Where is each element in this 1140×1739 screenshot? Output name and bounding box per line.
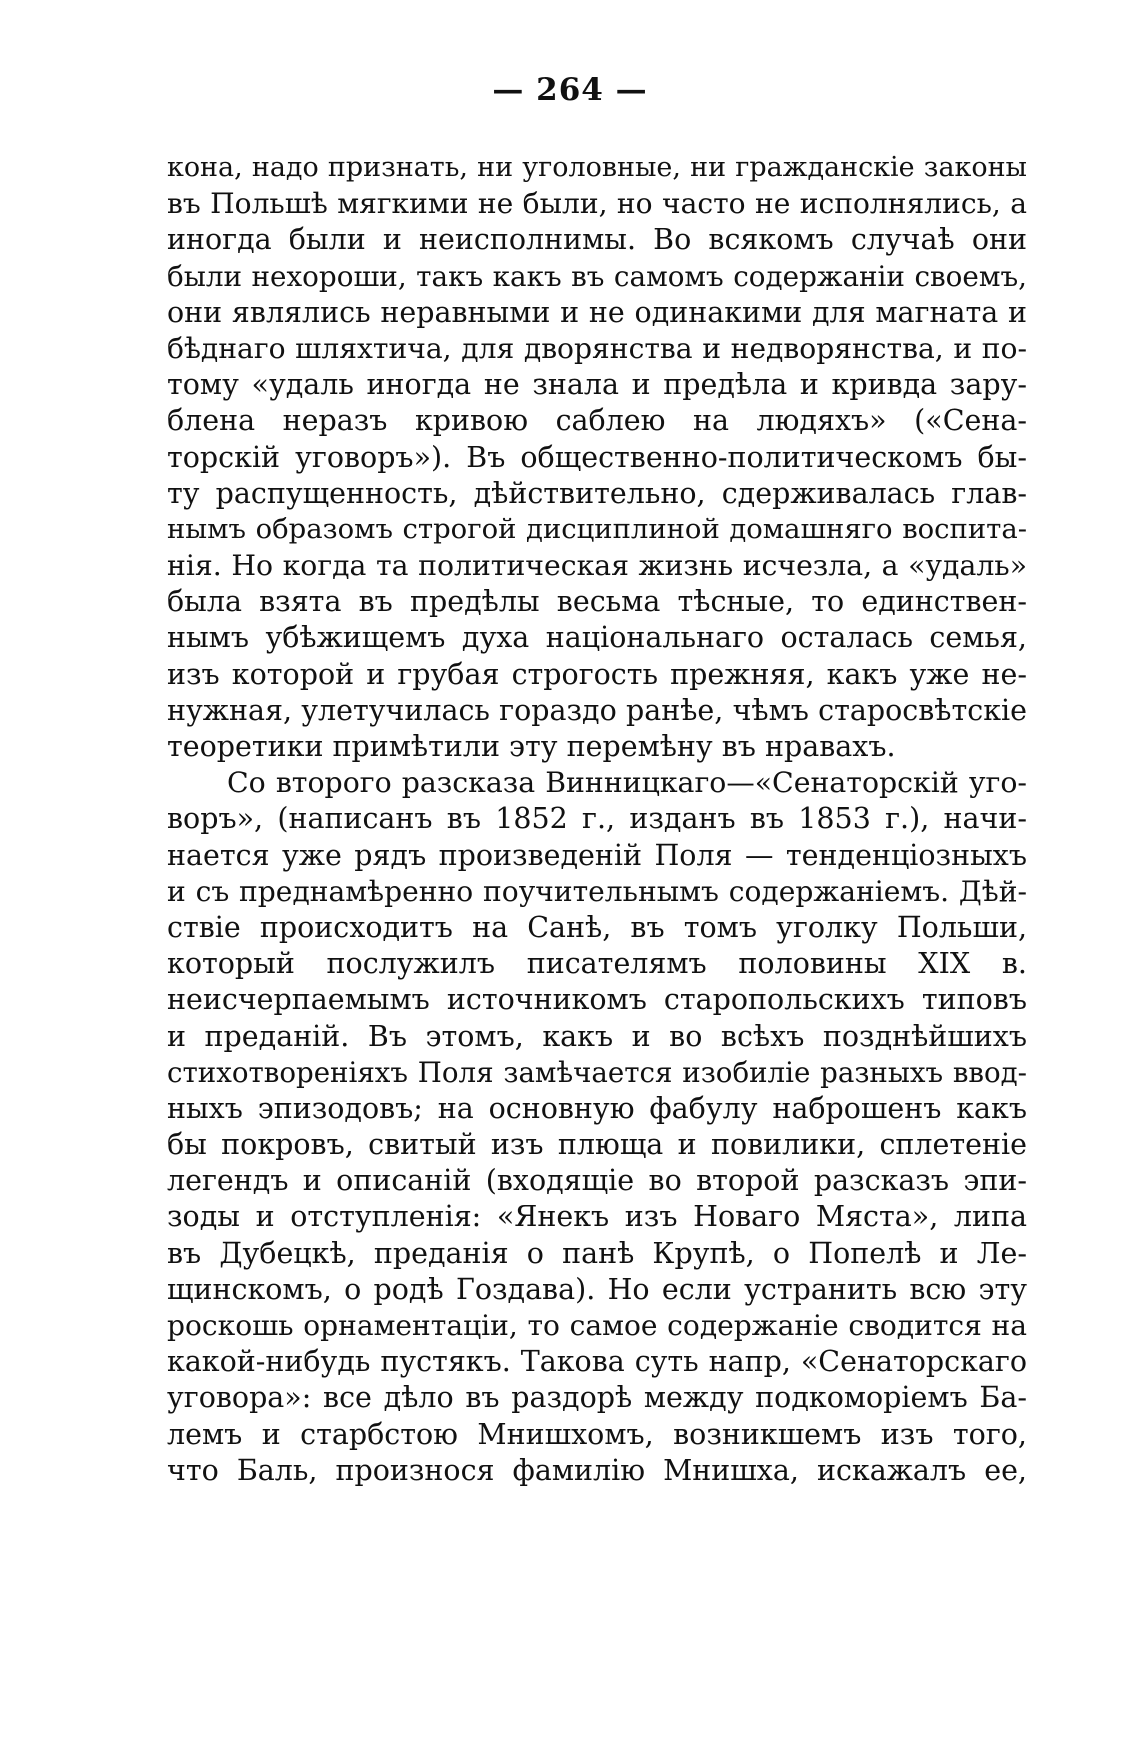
text-line: воръ», (написанъ въ 1852 г., изданъ въ 1853 г.), начи- — [167, 802, 1027, 836]
text-line: теоретики примѣтили эту перемѣну въ нравахъ. — [167, 730, 896, 763]
text-line: нымъ убѣжищемъ духа національнаго осталась семья, — [167, 621, 1027, 655]
text-line: и преданій. Въ этомъ, какъ и во всѣхъ позднѣйшихъ — [167, 1019, 1027, 1053]
text-line: въ Дубецкѣ, преданія о панѣ Крупѣ, о Попелѣ и Ле- — [167, 1236, 1027, 1270]
text-line: роскошь орнаментаціи, то самое содержаніе сводится на — [167, 1309, 1027, 1342]
text-line: неисчерпаемымъ источникомъ старопольскихъ типовъ — [167, 983, 1027, 1017]
text-line: ту распущенность, дѣйствительно, сдерживалась глав- — [167, 476, 1027, 510]
text-line: легендъ и описаній (входящіе во второй разсказъ эпи- — [167, 1164, 1027, 1198]
text-line: уговора»: все дѣло въ раздорѣ между подкоморіемъ Ба- — [167, 1381, 1027, 1415]
text-line: который послужилъ писателямъ половины XIX в. — [167, 947, 1027, 981]
text-line: была взята въ предѣлы весьма тѣсные, то единствен- — [167, 585, 1027, 619]
text-line: щинскомъ, о родѣ Гоздава). Но если устранить всю эту — [167, 1272, 1027, 1306]
text-line: бы покровъ, свитый изъ плюща и повилики, сплетеніе — [167, 1128, 1027, 1162]
text-line: нія. Но когда та политическая жизнь исчезла, а «удаль» — [167, 549, 1027, 583]
text-line: бѣднаго шляхтича, для дворянства и недворянства, и по- — [167, 331, 1027, 365]
paragraph-2 — [167, 765, 1027, 1489]
text-line: стихотвореніяхъ Поля замѣчается изобиліе разныхъ ввод- — [167, 1055, 1027, 1089]
text-line: и съ преднамѣренно поучительнымъ содержаніемъ. Дѣй- — [167, 874, 1027, 908]
text-line: нымъ образомъ строгой дисциплиной домашняго воспита- — [167, 513, 1027, 545]
text-line: блена неразъ кривою саблею на людяхъ» («Сена- — [167, 404, 1027, 438]
text-line: тому «удаль иногда не знала и предѣла и кривда зару- — [167, 368, 1027, 402]
text-line: нается уже рядъ произведеній Поля — тенденціозныхъ — [167, 838, 1027, 872]
text-line: они являлись неравными и не одинакими для магната и — [167, 295, 1027, 329]
page-number: — 264 — — [492, 72, 648, 108]
text-line: зоды и отступленія: «Янекъ изъ Новаго Мяста», липа — [167, 1200, 1027, 1234]
text-line: кона, надо признать, ни уголовные, ни гражданскіе законы — [167, 152, 1027, 183]
text-line: изъ которой и грубая строгость прежняя, какъ уже не- — [167, 657, 1027, 691]
text-line: торскій уговоръ»). Въ общественно-политическомъ бы- — [167, 440, 1027, 474]
text-line: Со второго разсказа Винницкаго—«Сенаторскій уго- — [227, 766, 1027, 800]
text-line: были нехороши, такъ какъ въ самомъ содержаніи своемъ, — [167, 259, 1027, 293]
text-line: нужная, улетучилась гораздо ранѣе, чѣмъ старосвѣтскіе — [167, 693, 1027, 727]
text-line: иногда были и неисполнимы. Во всякомъ случаѣ они — [167, 223, 1027, 257]
paragraph-1 — [167, 150, 1027, 765]
text-line: ныхъ эпизодовъ; на основную фабулу наброшенъ какъ — [167, 1091, 1027, 1125]
text-line: какой-нибудь пустякъ. Такова суть напр, «Сенаторскаго — [167, 1345, 1027, 1379]
body-text — [167, 150, 1027, 1489]
text-line: въ Польшѣ мягкими не были, но часто не исполнялись, а — [167, 187, 1027, 221]
text-line: ствіе происходитъ на Санѣ, въ томъ уголку Польши, — [167, 910, 1027, 944]
text-line: лемъ и старбстою Мнишхомъ, возникшемъ изъ того, — [167, 1417, 1027, 1451]
text-line: что Баль, произнося фамилію Мнишха, искажалъ ее, — [167, 1453, 1027, 1487]
